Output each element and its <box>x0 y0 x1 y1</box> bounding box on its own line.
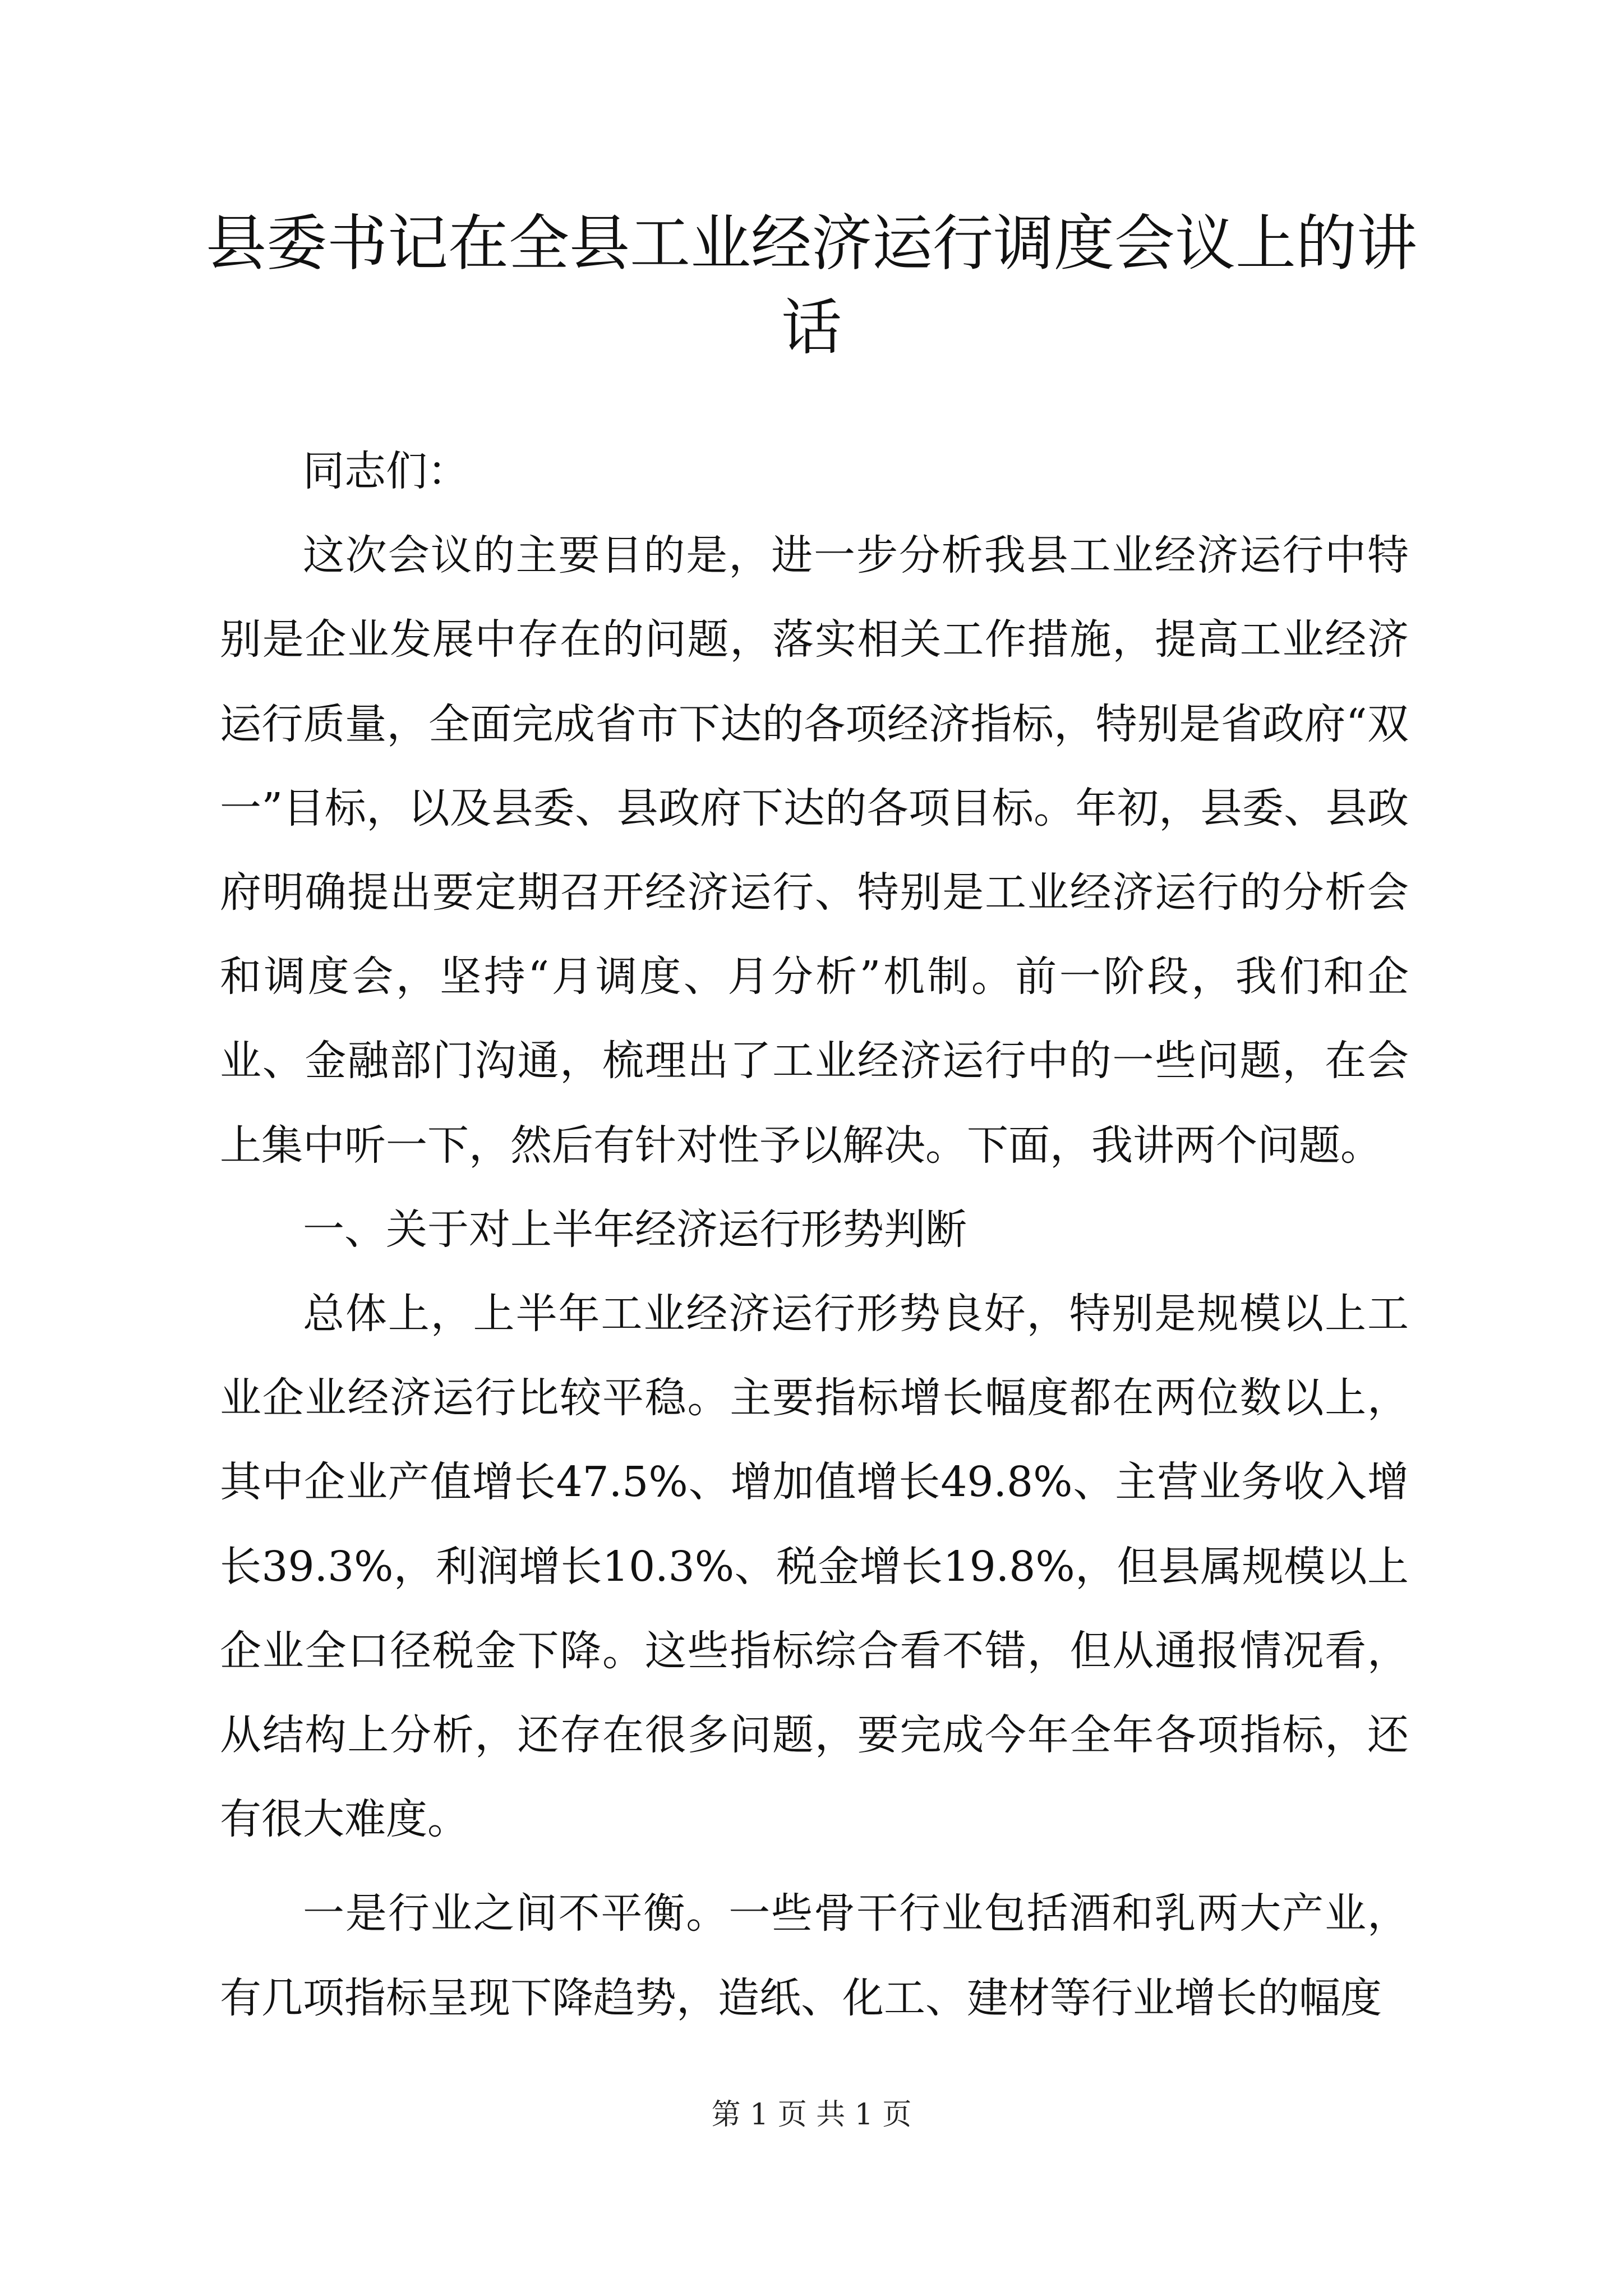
paragraph-meeting-purpose: 这次会议的主要目的是，进一步分析我县工业经济运行中特别是企业发展中存在的问题，落实相关工作措施，提高工业经济运行质量，全面完成省市下达的各项经济指标，特别是省政府“双一”目标，以及县委、县政府下达的各项目标。年初，县委、县政府明确提出要定期召开经济运行、特别是工业经济运行的分析会和调度会，坚持“月调度、月分析”机制。前一阶段，我们和企业、金融部门沟通，梳理出了工业经济运行中的一些问题，在会上集中听一下，然后有针对性予以解决。下面，我讲两个问题。 <box>220 531 1409 1170</box>
paragraph-overall-situation: 总体上，上半年工业经济运行形势良好，特别是规模以上工业企业经济运行比较平稳。主要指标增长幅度都在两位数以上，其中企业产值增长47.5%、增加值增长49.8%、主营业务收入增长39.3%，利润增长10.3%、税金增长19.8%，但县属规模以上企业全口径税金下降。这些指标综合看不错，但从通报情况看，从结构上分析，还存在很多问题，要完成今年全年各项指标，还有很大难度。 <box>220 1290 1409 1844</box>
document-body <box>220 429 1409 2040</box>
section-heading-1: 一、关于对上半年经济运行形势判断 <box>303 1205 967 1254</box>
paragraph-industry-imbalance: 一是行业之间不平衡。一些骨干行业包括酒和乳两大产业，有几项指标呈现下降趋势，造纸、化工、建材等行业增长的幅度 <box>220 1889 1409 2022</box>
page-footer: 第 1 页 共 1 页 <box>711 2098 912 2132</box>
paragraph-salutation: 同志们： <box>303 447 469 495</box>
document-title: 县委书记在全县工业经济运行调度会议上的讲话 <box>205 209 1417 363</box>
